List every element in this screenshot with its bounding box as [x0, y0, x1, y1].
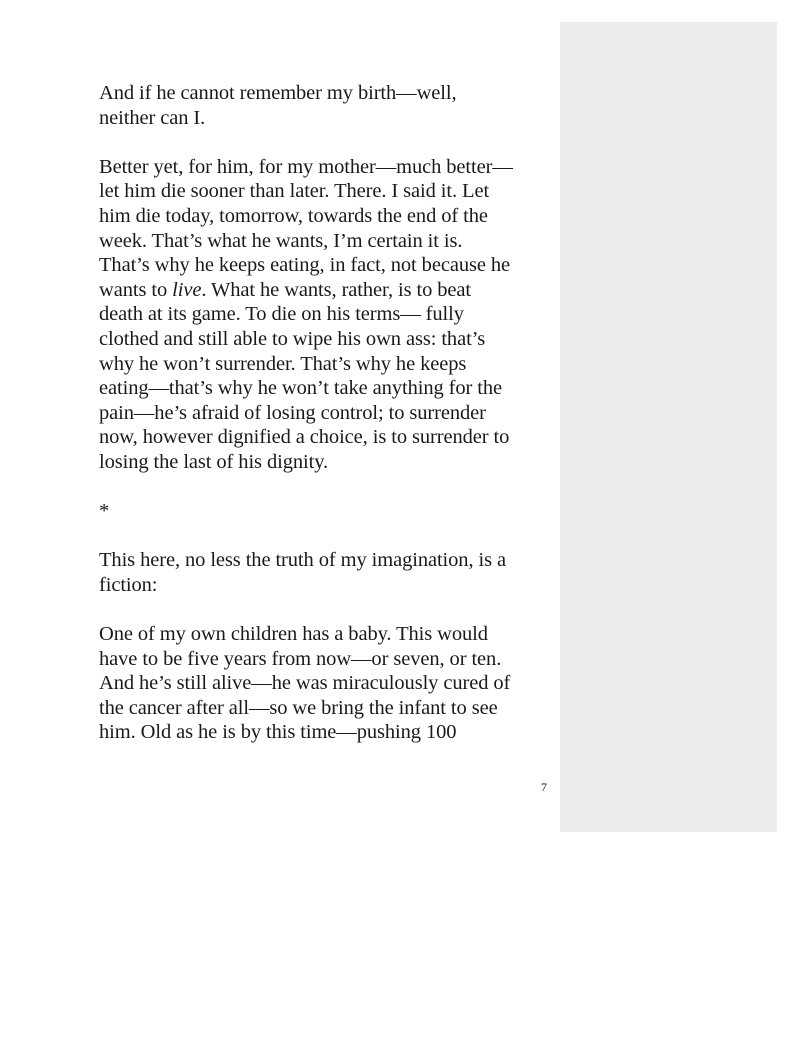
text-line: let him die sooner than later. There. I said it. Let [99, 180, 490, 203]
text-line [99, 278, 559, 303]
paragraph-gap [99, 130, 559, 155]
text-line: death at its game. To die on his terms— fully [99, 303, 464, 326]
text-line: This here, no less the truth of my imagination, is a [99, 549, 507, 572]
text-line: now, however dignified a choice, is to surrender to [99, 426, 510, 449]
document-body [99, 81, 559, 745]
text-run: . What he wants, rather, is to beat [201, 278, 472, 301]
text-line: fiction: [99, 573, 158, 596]
text-line: And if he cannot remember my birth—well, [99, 82, 457, 104]
paragraph-gap [99, 475, 559, 500]
page-number: 7 [541, 780, 547, 794]
text-line: him. Old as he is by this time—pushing 100 [99, 721, 457, 744]
text-line: have to be five years from now—or seven, or ten. [99, 647, 502, 670]
comment-margin-pane [560, 22, 777, 832]
text-line: clothed and still able to wipe his own ass: that’s [99, 327, 486, 350]
text-line: neither can I. [99, 106, 206, 129]
emphasis-text: live [172, 278, 202, 301]
text-line: And he’s still alive—he was miraculously cured of [99, 672, 511, 695]
text-line: week. That’s what he wants, I’m certain it is. [99, 229, 463, 252]
text-line: Better yet, for him, for my mother—much better— [99, 155, 513, 178]
section-break: * [99, 500, 110, 523]
text-line: That’s why he keeps eating, in fact, not because he [99, 254, 511, 277]
text-line: the cancer after all—so we bring the infant to see [99, 696, 498, 719]
text-line: pain—he’s afraid of losing control; to surrender [99, 401, 486, 424]
text-line: losing the last of his dignity. [99, 450, 329, 473]
text-run: wants to [99, 278, 173, 301]
text-line: eating—that’s why he won’t take anything for the [99, 377, 503, 400]
paragraph-gap [99, 597, 559, 622]
text-line: him die today, tomorrow, towards the end of the [99, 204, 488, 227]
text-line: One of my own children has a baby. This would [99, 623, 488, 646]
paragraph-gap [99, 524, 559, 549]
text-line: why he won’t surrender. That’s why he keeps [99, 352, 467, 375]
